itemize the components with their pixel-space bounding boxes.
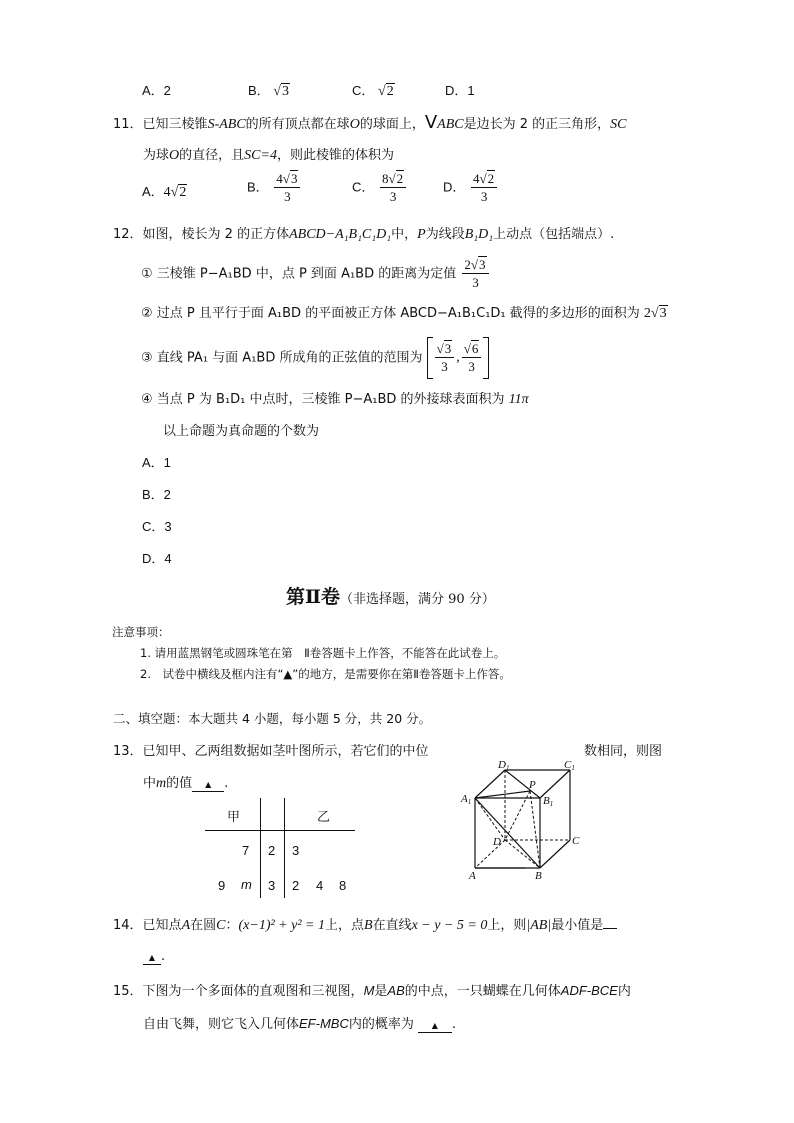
- leaf: 4: [316, 878, 324, 893]
- text: 已知三棱锥: [142, 117, 208, 132]
- text: 下图为一个多面体的直观图和三视图，: [142, 984, 364, 999]
- math-sc: SC: [610, 117, 627, 132]
- q14-line1: [113, 914, 617, 934]
- q15-line2: [143, 1013, 456, 1033]
- interval: $\frac{√3}{3}$ , $\frac{√6}{3}$: [427, 337, 490, 379]
- label-C: C: [572, 835, 580, 847]
- math-body2: EF-MBC: [299, 1016, 349, 1031]
- text: 上，则: [487, 918, 527, 933]
- leaf: 8: [339, 878, 347, 893]
- q12-option-d: D．4: [142, 551, 172, 566]
- text: 最小值是: [551, 918, 604, 933]
- circled-number: ①: [141, 266, 153, 282]
- q13-line2: [143, 772, 228, 792]
- q12-conclusion: 以上命题为真命题的个数为: [163, 424, 320, 439]
- item-text: 直线 PA₁ 与面 A₁BD 所成角的正弦值的范围为: [156, 350, 423, 366]
- math-AB: AB: [387, 983, 405, 998]
- circled-number: ②: [141, 306, 153, 321]
- text: 的直径，且: [179, 148, 245, 163]
- math-tetra: S-ABC: [207, 117, 246, 132]
- option-label: A．: [142, 184, 164, 199]
- text: 为线段: [425, 227, 465, 242]
- text: 上动点（包括端点）.: [493, 227, 615, 242]
- text: 已知甲、乙两组数据如茎叶图所示，若它们的中位: [142, 744, 429, 759]
- math-body1: ADF-BCE: [560, 983, 618, 998]
- q15-line1: [113, 980, 631, 999]
- fraction-2sqrt3-over-3: $\frac{2√3}{3}$: [462, 258, 488, 290]
- question-number: 14．: [113, 918, 143, 933]
- label-B1: B1: [543, 795, 554, 808]
- math-line-eq: x − y − 5 = 0: [411, 918, 488, 933]
- q12-option-b: B．2: [142, 487, 171, 502]
- text: 的所有顶点都在球: [245, 117, 350, 132]
- text: 的球面上，: [359, 117, 425, 132]
- option-label: B．: [248, 83, 270, 98]
- text: 是边长为 2 的正三角形，: [463, 117, 611, 132]
- stem-leaf-plot: [205, 798, 355, 898]
- subtitle-text: （非选择题，满分 90 分）: [340, 592, 495, 607]
- section-2-heading: 二、填空题：本大题共 4 小题，每小题 5 分，共 20 分。: [113, 711, 432, 726]
- answer-blank[interactable]: ▲: [418, 1020, 452, 1033]
- text: 自由飞舞，则它飞入几何体: [143, 1017, 300, 1032]
- text: 的值: [166, 776, 193, 791]
- divider: [260, 798, 261, 898]
- option-label: D．: [443, 179, 466, 195]
- option-label: B．: [247, 179, 269, 195]
- math-B: B: [364, 918, 373, 933]
- part2-title: [286, 582, 495, 609]
- q12-option-a: A．1: [142, 455, 171, 470]
- stem: 2: [268, 843, 276, 858]
- q11-line1: [113, 112, 627, 133]
- text: 内的概率为: [348, 1017, 414, 1032]
- label-P: P: [529, 779, 536, 791]
- value: 11π: [508, 392, 529, 407]
- label-D1: D1: [498, 759, 510, 772]
- math-cube: ABCD−A₁B₁C₁D₁: [289, 227, 392, 242]
- q12-item-1: [141, 258, 491, 290]
- text: 的中点，一只蝴蝶在几何体: [404, 984, 561, 999]
- math-sc4: SC=4: [244, 148, 277, 163]
- q12-item-4: [141, 388, 529, 408]
- q11-option-b: [247, 172, 302, 204]
- notice-title: 注意事项：: [112, 625, 170, 639]
- fraction: $\frac{4√2}{3}$: [471, 172, 497, 204]
- math-P: P: [417, 227, 426, 242]
- leaf: 9: [218, 878, 226, 893]
- question-number: 15．: [113, 984, 143, 999]
- q11-option-c: [352, 172, 408, 204]
- math-abc: ABC: [437, 117, 464, 132]
- q12-line1: [113, 223, 614, 243]
- math-A: A: [181, 918, 191, 933]
- math-m: m: [156, 776, 167, 791]
- leaf: 2: [292, 878, 300, 893]
- header-yi: 乙: [317, 809, 331, 824]
- value: 2√3: [643, 306, 667, 321]
- answer-blank[interactable]: ▲: [192, 779, 224, 792]
- text: .: [161, 949, 166, 964]
- q13-line1b: 数相同，则图: [584, 744, 663, 759]
- label-A1: A1: [461, 793, 472, 806]
- q13-line1a: [113, 740, 429, 759]
- text: ，则此棱锥的体积为: [276, 148, 394, 163]
- item-text: 三棱锥 P−A₁BD 中，点 P 到面 A₁BD 的距离为定值: [156, 266, 457, 282]
- q10-option-b: [248, 80, 290, 100]
- text: 如图，棱长为 2 的正方体: [142, 227, 290, 242]
- divider: [284, 798, 285, 898]
- q12-item-2: [141, 302, 668, 322]
- label-A: A: [469, 870, 476, 882]
- sqrt-2: √2: [378, 84, 394, 99]
- text: 在圆: [190, 918, 217, 933]
- label-C1: C1: [564, 759, 575, 772]
- text: 是: [374, 984, 388, 999]
- text: ：: [225, 918, 239, 933]
- text: 中: [143, 776, 157, 791]
- item-text: 过点 P 且平行于面 A₁BD 的平面被正方体 ABCD−A₁B₁C₁D₁ 截得的多边形的面积为: [156, 306, 640, 321]
- text: 上，点: [325, 918, 365, 933]
- q11-option-d: [443, 172, 499, 204]
- option-label: C．: [352, 83, 375, 98]
- header-jia: 甲: [227, 809, 241, 824]
- math-O: O: [349, 117, 360, 132]
- leaf: 7: [242, 843, 250, 858]
- q11-option-a: [142, 181, 187, 201]
- text: 已知点: [142, 918, 182, 933]
- stem: 3: [268, 878, 276, 893]
- q14-line2: [143, 949, 165, 965]
- math-circle-eq: (x−1)² + y² = 1: [238, 918, 325, 933]
- title-text: 第Ⅱ卷: [286, 586, 341, 608]
- sqrt: √2: [170, 185, 187, 200]
- option-label: C．: [352, 179, 375, 195]
- answer-blank-start: [603, 928, 617, 929]
- question-number: 11．: [113, 117, 143, 132]
- question-number: 12．: [113, 227, 143, 242]
- text: .: [451, 1017, 457, 1032]
- answer-blank[interactable]: ▲: [143, 952, 161, 965]
- notice-1: 1. 请用蓝黑钢笔或圆珠笔在第 Ⅱ卷答题卡上作答，不能答在此试卷上。: [140, 646, 506, 660]
- cube-figure: [455, 758, 590, 883]
- coef: 4: [163, 185, 171, 200]
- text: 中，: [391, 227, 418, 242]
- q10-option-d: D．1: [445, 83, 475, 98]
- notice-2: 2. 试卷中横线及框内注有“▲”的地方，是需要你在第Ⅱ卷答题卡上作答。: [140, 667, 511, 681]
- text: 为球: [143, 148, 170, 163]
- leaf-m: m: [241, 877, 252, 892]
- circled-number: ③: [141, 350, 153, 366]
- question-number: 13．: [113, 744, 143, 759]
- fraction: $\frac{8√2}{3}$: [380, 172, 406, 204]
- q10-option-c: [352, 80, 395, 100]
- q11-line2: [143, 144, 394, 164]
- divider: [205, 830, 355, 831]
- fraction: $\frac{4√3}{3}$: [274, 172, 300, 204]
- label-B: B: [535, 870, 542, 882]
- item-text: 当点 P 为 B₁D₁ 中点时，三棱锥 P−A₁BD 的外接球表面积为: [156, 392, 505, 407]
- math-O: O: [169, 148, 180, 163]
- q12-item-3: [141, 337, 489, 379]
- q10-option-a: A．2: [142, 83, 171, 98]
- sqrt-3: √3: [273, 84, 289, 99]
- math-seg: B₁D₁: [464, 227, 494, 242]
- math-M: M: [363, 983, 375, 998]
- math-AB: |AB|: [526, 918, 552, 933]
- q12-option-c: C．3: [142, 519, 172, 534]
- label-D: D: [493, 836, 501, 848]
- text: 在直线: [372, 918, 412, 933]
- circled-number: ④: [141, 392, 153, 407]
- text: 内: [617, 984, 631, 999]
- triangle-symbol: V: [424, 112, 438, 133]
- leaf: 3: [292, 843, 300, 858]
- text: .: [224, 776, 229, 791]
- math-C: C: [216, 918, 226, 933]
